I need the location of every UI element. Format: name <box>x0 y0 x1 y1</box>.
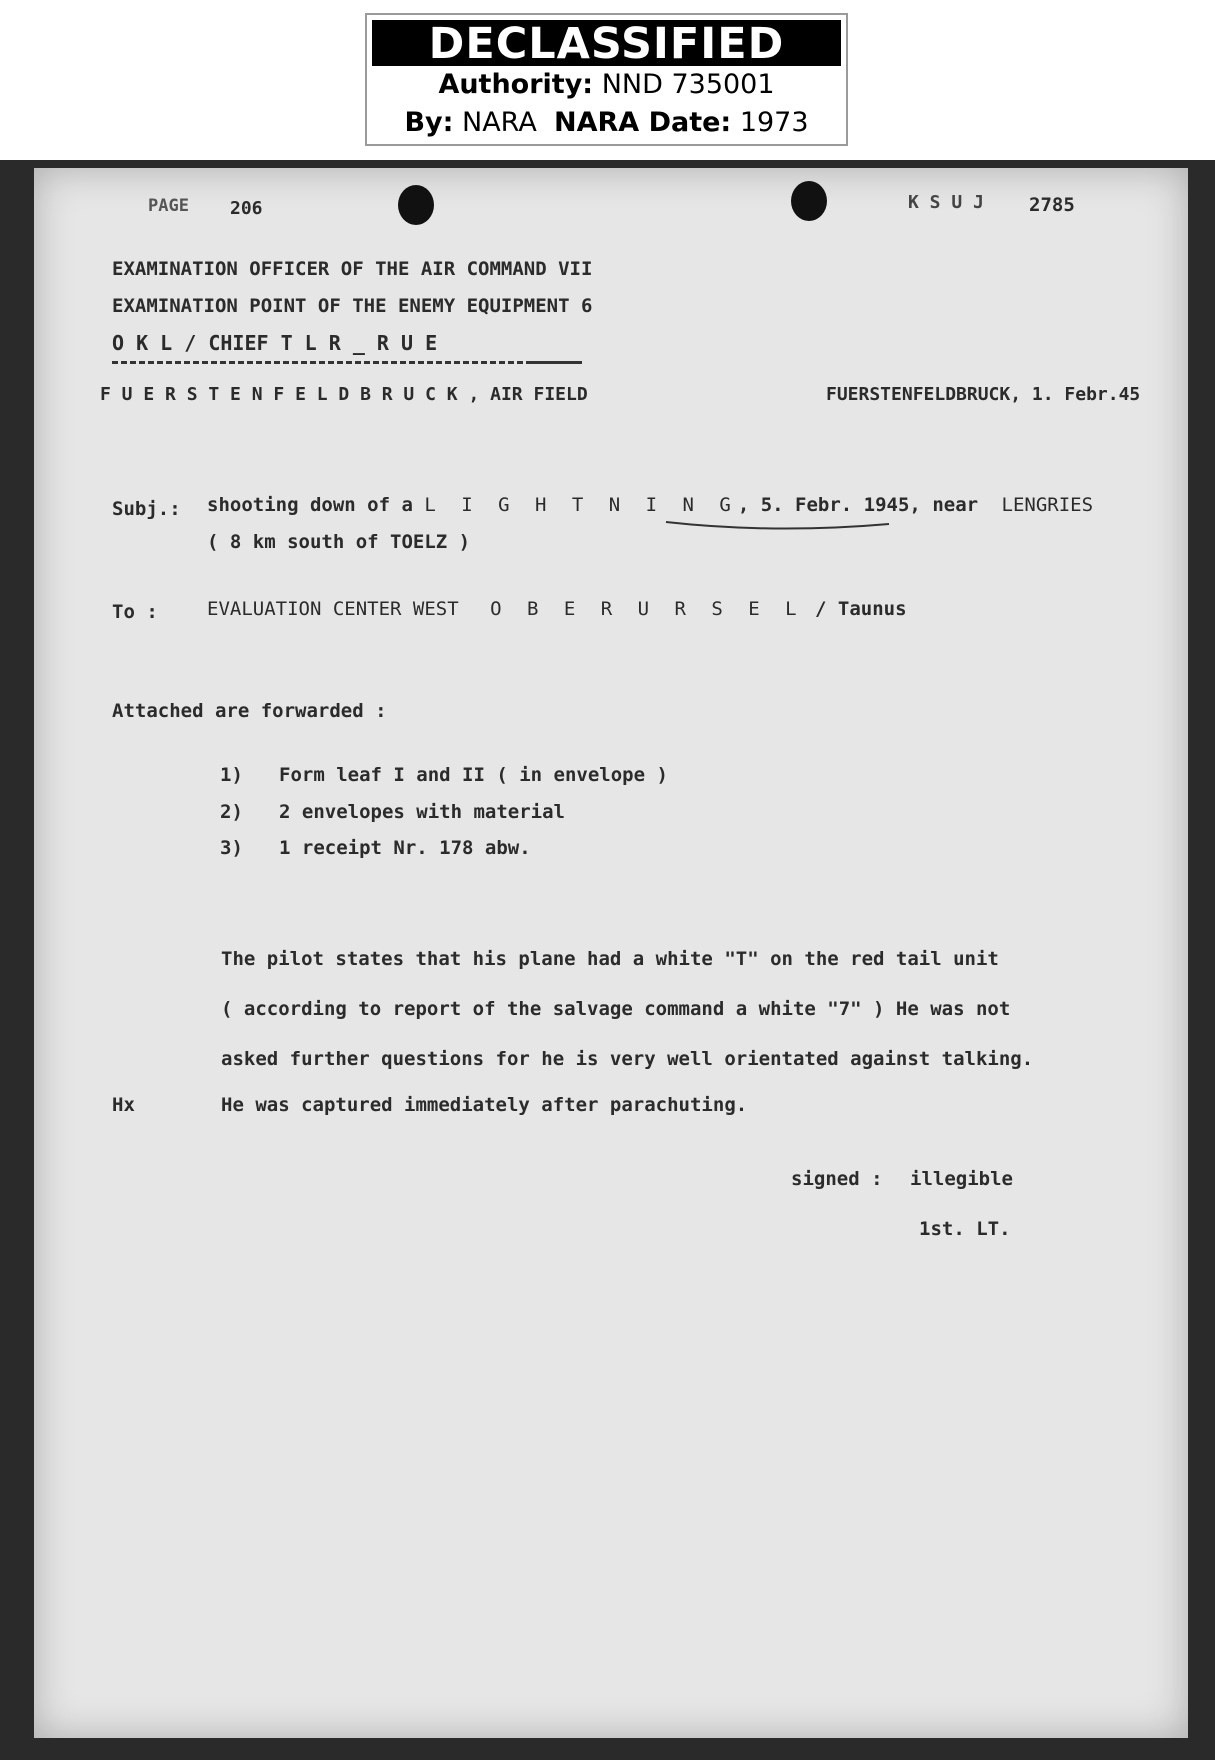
subject-label: Subj.: <box>112 498 181 520</box>
sender-line-1: EXAMINATION OFFICER OF THE AIR COMMAND VII <box>112 258 593 280</box>
stamp-title: DECLASSIFIED <box>372 20 841 66</box>
signed-value: illegible <box>910 1168 1013 1190</box>
signed-label: signed : <box>791 1168 883 1190</box>
page-number: 206 <box>230 198 263 219</box>
stamp-by <box>367 104 846 142</box>
subject-line-2: ( 8 km south of TOELZ ) <box>207 531 471 553</box>
sender-line-3: O K L / CHIEF T L R _ R U E <box>112 331 438 355</box>
attachments-intro: Attached are forwarded : <box>112 700 387 722</box>
stamp-authority <box>367 66 846 104</box>
to-region: / Taunus <box>815 598 907 620</box>
reference-number: 2785 <box>1029 194 1075 216</box>
body-line-2: ( according to report of the salvage command a white "7" ) He was not <box>221 998 1011 1020</box>
subject-date: , 5. Febr. 1945, <box>737 494 921 516</box>
subject-place: LENGRIES <box>1001 494 1094 516</box>
sender-location: F U E R S T E N F E L D B R U C K , AIR FIELD <box>100 384 588 405</box>
declassified-stamp <box>365 13 848 146</box>
body-margin-mark: Hx <box>112 1094 135 1116</box>
subject-aircraft: L I G H T N I N G <box>424 494 738 516</box>
attachment-item-number: 1) <box>220 764 243 786</box>
attachment-item-text: 1 receipt Nr. 178 abw. <box>279 837 531 859</box>
body-line-4: He was captured immediately after parachuting. <box>221 1094 748 1116</box>
attachment-item-number: 3) <box>220 837 243 859</box>
subject-intro: shooting down of a <box>207 494 413 516</box>
stamp-date-value: 1973 <box>739 107 809 138</box>
place-and-date: FUERSTENFELDBRUCK, 1. Febr.45 <box>826 384 1141 405</box>
page-label: PAGE <box>148 196 189 216</box>
body-line-1: The pilot states that his plane had a white "T" on the red tail unit <box>221 948 999 970</box>
subject-date-underline <box>664 516 894 536</box>
attachment-item-text: Form leaf I and II ( in envelope ) <box>279 764 668 786</box>
stamp-authority-label: Authority: <box>438 69 594 100</box>
signatory-rank: 1st. LT. <box>919 1218 1011 1240</box>
punch-hole-left-icon <box>398 185 434 225</box>
stamp-by-label: By: <box>404 107 454 138</box>
sender-line-2: EXAMINATION POINT OF THE ENEMY EQUIPMENT 6 <box>112 295 593 317</box>
to-line <box>207 598 907 620</box>
stamp-by-value: NARA <box>462 107 537 138</box>
sender-solid-rule <box>532 361 582 364</box>
reference-code: K S U J <box>908 192 984 213</box>
stamp-authority-value: NND 735001 <box>601 69 775 100</box>
scanned-document <box>0 160 1215 1760</box>
to-city: O B E R U R S E L <box>490 598 804 620</box>
punch-hole-right-icon <box>791 181 827 221</box>
document-page <box>34 168 1188 1738</box>
attachment-item-number: 2) <box>220 801 243 823</box>
subject-near: near <box>932 494 979 516</box>
stamp-date-label: NARA Date: <box>554 107 732 138</box>
to-label: To : <box>112 601 158 623</box>
subject-text <box>207 494 1093 516</box>
to-recipient: EVALUATION CENTER WEST <box>207 598 459 620</box>
sender-dashed-rule <box>112 361 532 364</box>
attachment-item-text: 2 envelopes with material <box>279 801 565 823</box>
body-line-3: asked further questions for he is very well orientated against talking. <box>221 1048 1034 1070</box>
